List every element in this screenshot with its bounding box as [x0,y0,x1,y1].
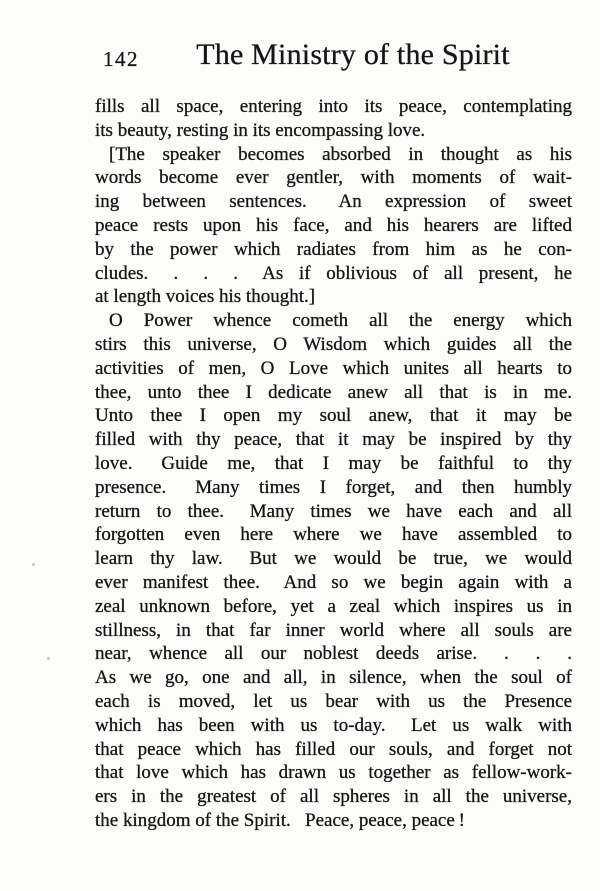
text-line: peace rests upon his face, and his hearers are lifted [95,214,572,236]
text-line: ing between sentences. An expression of sweet [95,191,572,213]
text-line: stillness, in that far inner world where all souls are [95,619,572,641]
text-line: that love which has drawn us together as fellow-work- [95,762,572,784]
page-number: 142 [103,47,139,71]
text-line: filled with thy peace, that it may be inspired by thy [95,429,572,451]
page-text [95,95,572,833]
text-line: each is moved, let us bear with us the Presence [95,690,572,712]
text-line: learn thy law. But we would be true, we would [95,548,572,570]
text-line: stirs this universe, O Wisdom which guides all the [95,333,572,355]
text-line: the kingdom of the Spirit. Peace, peace, peace ! [95,809,465,831]
text-line: near, whence all our noblest deeds arise. . . . [95,643,572,665]
text-line: cludes. . . . As if oblivious of all present, he [95,262,572,284]
text-line: love. Guide me, that I may be faithful to thy [95,452,572,474]
text-line: As we go, one and all, in silence, when the soul of [95,667,572,689]
text-line: fills all space, entering into its peace, contemplating [95,96,572,117]
text-line: return to thee. Many times we have each and all [95,500,572,522]
text-line: Unto thee I open my soul anew, that it may be [95,405,572,427]
text-line: by the power which radiates from him as he con- [95,238,572,260]
text-line: which has been with us to-day. Let us walk with [95,714,572,736]
text-line: zeal unknown before, yet a zeal which inspires us in [95,595,572,617]
scan-speck [47,657,50,660]
text-line: its beauty, resting in its encompassing love. [95,119,426,141]
text-line: O Power whence cometh all the energy which [109,310,572,332]
text-line: [The speaker becomes absorbed in thought as his [109,143,572,165]
text-line: at length voices his thought.] [95,286,316,308]
text-line: forgotten even here where we have assembled to [95,524,572,546]
text-line: words become ever gentler, with moments of wait- [95,167,572,189]
text-line: that peace which has filled our souls, and forget not [95,738,572,760]
running-title: The Ministry of the Spirit [196,38,510,71]
text-line: ers in the greatest of all spheres in all the universe, [95,786,572,808]
text-line: presence. Many times I forget, and then humbly [95,476,572,498]
text-line: activities of men, O Love which unites all hearts to [95,357,572,379]
text-line: ever manifest thee. And so we begin again with a [95,571,572,593]
text-line: thee, unto thee I dedicate anew all that is in me. [95,381,572,403]
scan-speck [32,563,35,566]
